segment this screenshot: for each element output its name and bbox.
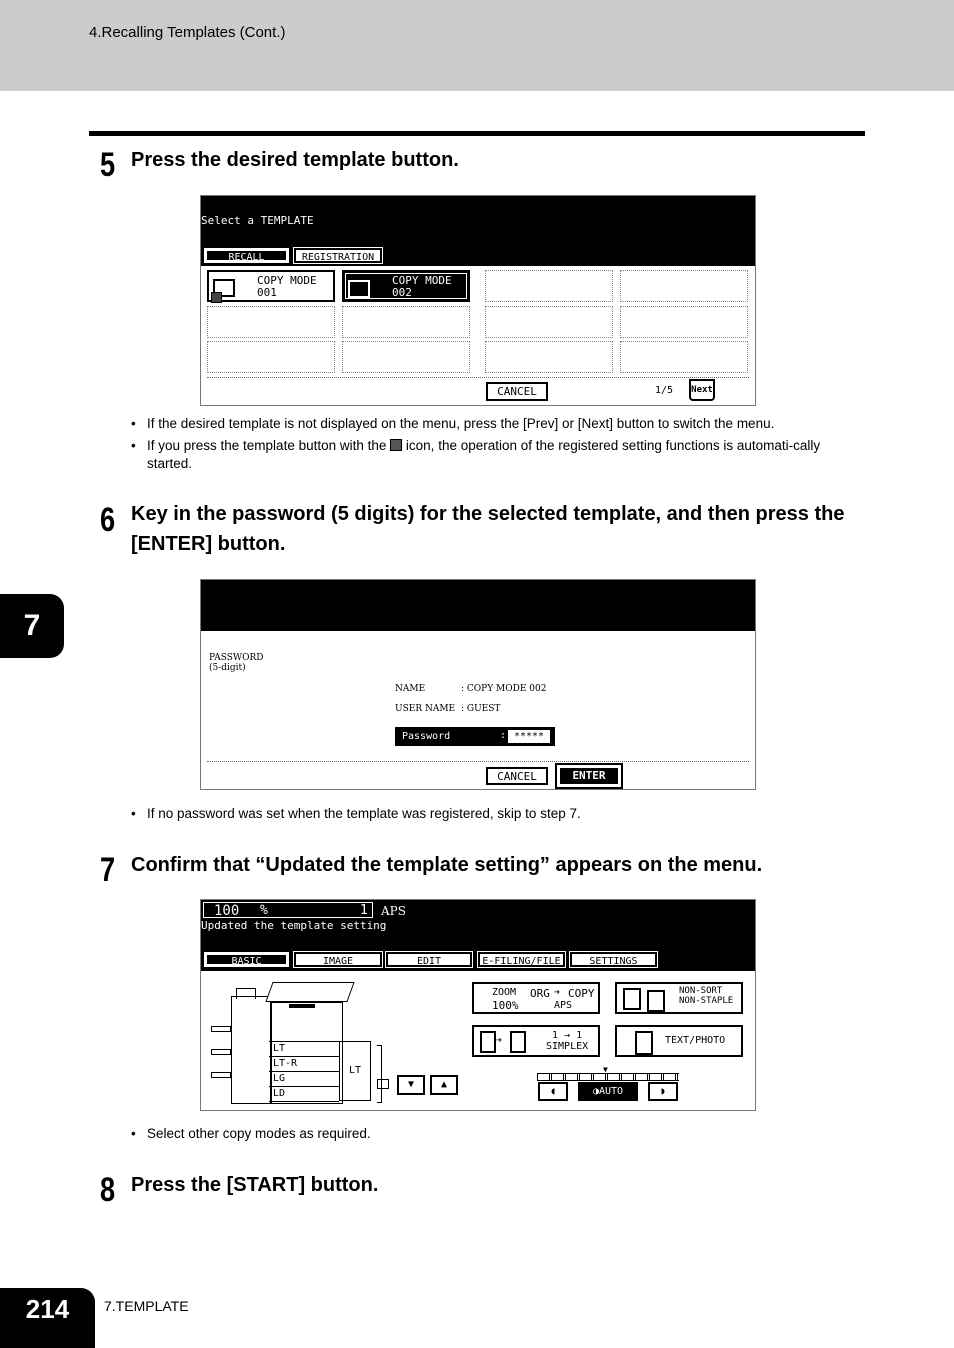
screen-prompt: Select a TEMPLATE bbox=[201, 214, 314, 227]
screen-header bbox=[201, 580, 755, 631]
copy-icon bbox=[510, 1031, 526, 1053]
step-number: 8 bbox=[100, 1171, 116, 1209]
darker-button[interactable]: ◗ bbox=[648, 1082, 678, 1101]
template-number: 001 bbox=[257, 286, 277, 299]
scroll-down-button[interactable]: ▼ bbox=[397, 1075, 425, 1095]
status-message: Updated the template setting bbox=[201, 919, 387, 932]
note: • If you press the template button with the icon, the operation of the registered setting functions is automati-cally started. bbox=[131, 437, 861, 473]
tab-basic[interactable]: BASIC bbox=[204, 952, 289, 967]
tab-image[interactable]: IMAGE bbox=[294, 952, 382, 967]
template-slot-empty[interactable] bbox=[342, 306, 470, 338]
template-slot-empty[interactable] bbox=[485, 341, 613, 373]
template-slot-empty[interactable] bbox=[207, 306, 335, 338]
user-name-value: : GUEST bbox=[461, 704, 501, 714]
text-photo-button[interactable]: TEXT/PHOTO bbox=[615, 1025, 743, 1057]
auto-start-icon bbox=[211, 292, 222, 303]
tray-item[interactable]: LT-R bbox=[269, 1056, 339, 1071]
paper-trays bbox=[269, 1041, 339, 1102]
stack-icon bbox=[647, 990, 665, 1012]
sort-staple-button[interactable]: NON-SORT NON-STAPLE bbox=[615, 982, 743, 1014]
note: • If the desired template is not displayed on the menu, press the [Prev] or [Next] button to switch the menu. bbox=[131, 415, 861, 433]
template-label: COPY MODE bbox=[392, 274, 452, 287]
password-input[interactable]: Password : ***** bbox=[395, 727, 555, 746]
name-value: : COPY MODE 002 bbox=[461, 684, 547, 694]
chapter-tab: 7 bbox=[0, 594, 64, 658]
template-button-001[interactable] bbox=[207, 270, 335, 302]
copy-mode-icon bbox=[348, 280, 370, 298]
density-scale bbox=[537, 1073, 679, 1081]
name-label: NAME bbox=[395, 684, 426, 694]
step-number: 7 bbox=[100, 851, 116, 889]
tab-settings[interactable]: SETTINGS bbox=[570, 952, 657, 967]
password-label: PASSWORD (5-digit) bbox=[209, 653, 264, 673]
scroll-up-button[interactable]: ▲ bbox=[430, 1075, 458, 1095]
zoom-button[interactable]: ZOOM 100% ORG ➔ COPY APS bbox=[472, 982, 600, 1014]
document-icon bbox=[635, 1031, 653, 1055]
template-slot-empty[interactable] bbox=[620, 270, 748, 302]
template-select-screen bbox=[200, 195, 756, 406]
tab-registration[interactable]: REGISTRATION bbox=[294, 248, 382, 263]
step-number: 6 bbox=[100, 501, 116, 539]
auto-density-button[interactable]: ◑AUTO bbox=[578, 1082, 638, 1101]
original-icon bbox=[480, 1031, 496, 1053]
step6-notes bbox=[131, 805, 861, 827]
bypass-tray[interactable]: LT bbox=[339, 1041, 371, 1101]
tab-e-filing[interactable]: E-FILING/FILE bbox=[478, 952, 565, 967]
arrow-icon: ➔ bbox=[496, 1035, 503, 1046]
tray-bracket bbox=[377, 1045, 382, 1103]
template-button-002[interactable] bbox=[342, 270, 470, 302]
tab-recall[interactable]: RECALL bbox=[204, 248, 289, 263]
page-header bbox=[0, 0, 954, 91]
tray-icon bbox=[377, 1079, 389, 1089]
step-title: Press the [START] button. bbox=[131, 1174, 379, 1196]
page-number: 214 bbox=[0, 1288, 95, 1348]
cancel-button[interactable]: CANCEL bbox=[486, 767, 548, 785]
cancel-button[interactable]: CANCEL bbox=[486, 382, 548, 401]
template-number: 002 bbox=[392, 286, 412, 299]
template-slot-empty[interactable] bbox=[485, 306, 613, 338]
duplex-button[interactable]: ➔ 1 → 1 SIMPLEX bbox=[472, 1025, 600, 1057]
step5-notes bbox=[131, 415, 861, 477]
tray-item[interactable]: LD bbox=[269, 1086, 339, 1102]
step-title: Press the desired template button. bbox=[131, 149, 459, 171]
lighter-button[interactable]: ◖ bbox=[538, 1082, 568, 1101]
note: • If no password was set when the template was registered, skip to step 7. bbox=[131, 805, 861, 823]
tray-item[interactable]: LT bbox=[269, 1041, 339, 1056]
template-slot-empty[interactable] bbox=[207, 341, 335, 373]
density-marker-icon: ▼ bbox=[603, 1065, 608, 1074]
auto-start-icon bbox=[390, 439, 402, 451]
basic-copy-screen bbox=[200, 899, 756, 1111]
password-screen bbox=[200, 579, 756, 790]
divider bbox=[207, 377, 749, 378]
template-slot-empty[interactable] bbox=[620, 341, 748, 373]
breadcrumb: 4.Recalling Templates (Cont.) bbox=[89, 24, 286, 41]
sort-icon bbox=[623, 988, 641, 1010]
tab-edit[interactable]: EDIT bbox=[386, 952, 472, 967]
aps-indicator: APS bbox=[381, 904, 406, 918]
step7-notes bbox=[131, 1125, 861, 1147]
screen-header bbox=[201, 196, 755, 266]
step-number: 5 bbox=[100, 146, 116, 184]
user-name-label: USER NAME bbox=[395, 704, 456, 714]
finisher-icon bbox=[231, 996, 271, 1104]
page-indicator: 1/5 bbox=[655, 385, 674, 396]
template-slot-empty[interactable] bbox=[485, 270, 613, 302]
zoom-copies-display: 100 % 1 bbox=[203, 902, 373, 918]
auto-icon: ◑ bbox=[592, 1086, 599, 1097]
template-label: COPY MODE bbox=[257, 274, 317, 287]
section-rule bbox=[89, 131, 865, 136]
step-title: Confirm that “Updated the template setting” appears on the menu. bbox=[131, 854, 763, 876]
footer-section: 7.TEMPLATE bbox=[104, 1298, 189, 1314]
note: • Select other copy modes as required. bbox=[131, 1125, 861, 1143]
divider bbox=[207, 761, 749, 762]
template-slot-empty[interactable] bbox=[342, 341, 470, 373]
next-button[interactable]: Next bbox=[689, 379, 715, 401]
step-title: Key in the password (5 digits) for the selected template, and then press the [ENTER] button. bbox=[131, 503, 845, 555]
template-slot-empty[interactable] bbox=[620, 306, 748, 338]
enter-button[interactable]: ENTER bbox=[558, 766, 620, 786]
screen-header bbox=[201, 900, 755, 971]
tray-item[interactable]: LG bbox=[269, 1071, 339, 1086]
